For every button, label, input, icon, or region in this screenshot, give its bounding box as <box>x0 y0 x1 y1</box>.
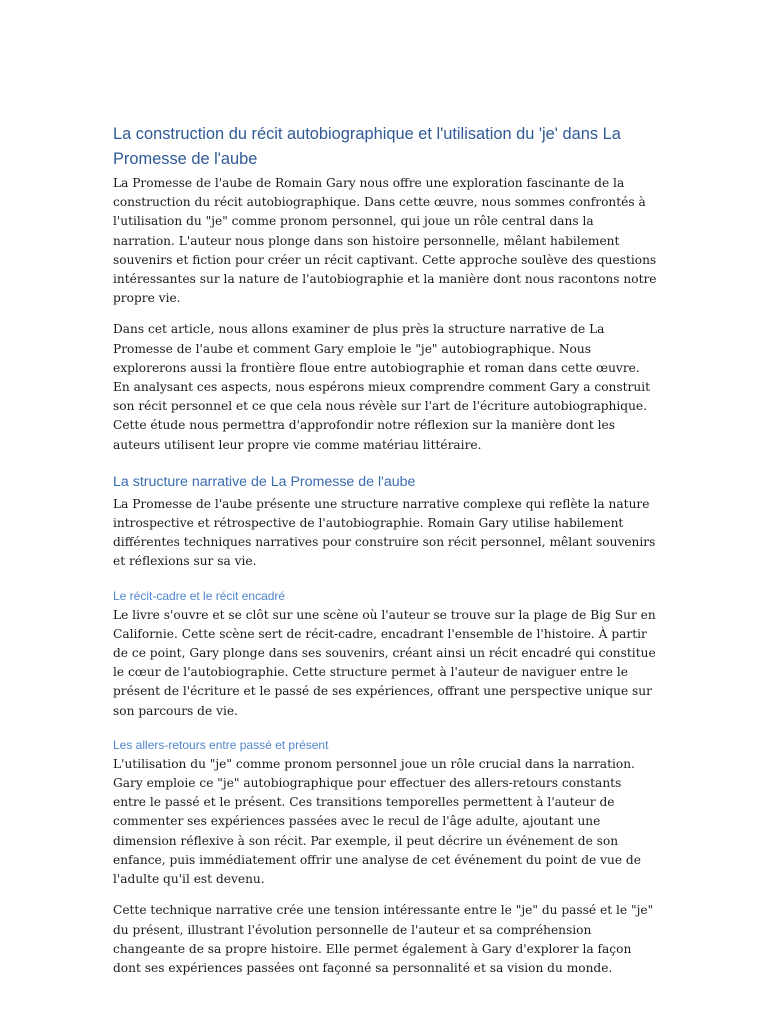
subsection-heading-frame-narrative: Le récit-cadre et le récit encadré <box>113 588 286 603</box>
subsection-frame-narrative-paragraph: Le livre s'ouvre et se clôt sur une scène où l'auteur se trouve sur la plage de Big Sur en Californie. Cette scène sert de récit-cadre, encadrant l'ensemble de l'histoire. À partir de ce point, Gary plonge dans ses souvenirs, créant ainsi un récit encadré qui constitue le cœur de l'autobiographie. Cette structure permet à l'auteur de naviguer entre le présent de l'écriture et le passé de ses expériences, offrant une perspective unique sur son parcours de vie. <box>113 607 656 718</box>
document-content <box>113 122 658 978</box>
document-title: La construction du récit autobiographique et l'utilisation du 'je' dans La Promesse de l'aube <box>113 125 621 168</box>
subsection-past-present-paragraph-1: L'utilisation du "je" comme pronom personnel joue un rôle crucial dans la narration. Gary emploie ce "je" autobiographique pour effectuer des allers-retours constants entre le passé et le présent. Ces transitions temporelles permettent à l'auteur de commenter ses expériences passées avec le recul de l'âge adulte, ajoutant une dimension réflexive à son récit. Par exemple, il peut décrire un événement de son enfance, puis immédiatement offrir une analyse de cet événement du point de vue de l'adulte qu'il est devenu. <box>113 756 641 887</box>
subsection-past-present-paragraph-2: Cette technique narrative crée une tension intéressante entre le "je" du passé et le "je" du présent, illustrant l'évolution personnelle de l'auteur et sa compréhension changeante de sa propre histoire. Elle permet également à Gary d'explorer la façon dont ses expériences passées ont façonné sa personnalité et sa vision du monde. <box>113 903 654 975</box>
subsection-heading-past-present: Les allers-retours entre passé et présent <box>113 737 329 752</box>
intro-paragraph-2: Dans cet article, nous allons examiner de plus près la structure narrative de La Promesse de l'aube et comment Gary emploie le "je" autobiographique. Nous explorerons aussi la frontière floue entre autobiographie et roman dans cette œuvre. En analysant ces aspects, nous espérons mieux comprendre comment Gary a construit son récit personnel et ce que cela nous révèle sur l'art de l'écriture autobiographique. Cette étude nous permettra d'approfondir notre réflexion sur la manière dont les auteurs utilisent leur propre vie comme matériau littéraire. <box>113 322 650 452</box>
section-narrative-structure-paragraph: La Promesse de l'aube présente une structure narrative complexe qui reflète la nature introspective et rétrospective de l'autobiographie. Romain Gary utilise habilement différentes techniques narratives pour construire son récit personnel, mêlant souvenirs et réflexions sur sa vie. <box>113 496 656 569</box>
intro-paragraph-1: La Promesse de l'aube de Romain Gary nous offre une exploration fascinante de la construction du récit autobiographique. Dans cette œuvre, nous sommes confrontés à l'utilisation du "je" comme pronom personnel, qui joue un rôle central dans la narration. L'auteur nous plonge dans son histoire personnelle, mêlant habilement souvenirs et fiction pour créer un récit captivant. Cette approche soulève des questions intéressantes sur la nature de l'autobiographie et la manière dont nous racontons notre propre vie. <box>113 176 657 306</box>
section-heading-narrative-structure: La structure narrative de La Promesse de l'aube <box>113 473 416 490</box>
